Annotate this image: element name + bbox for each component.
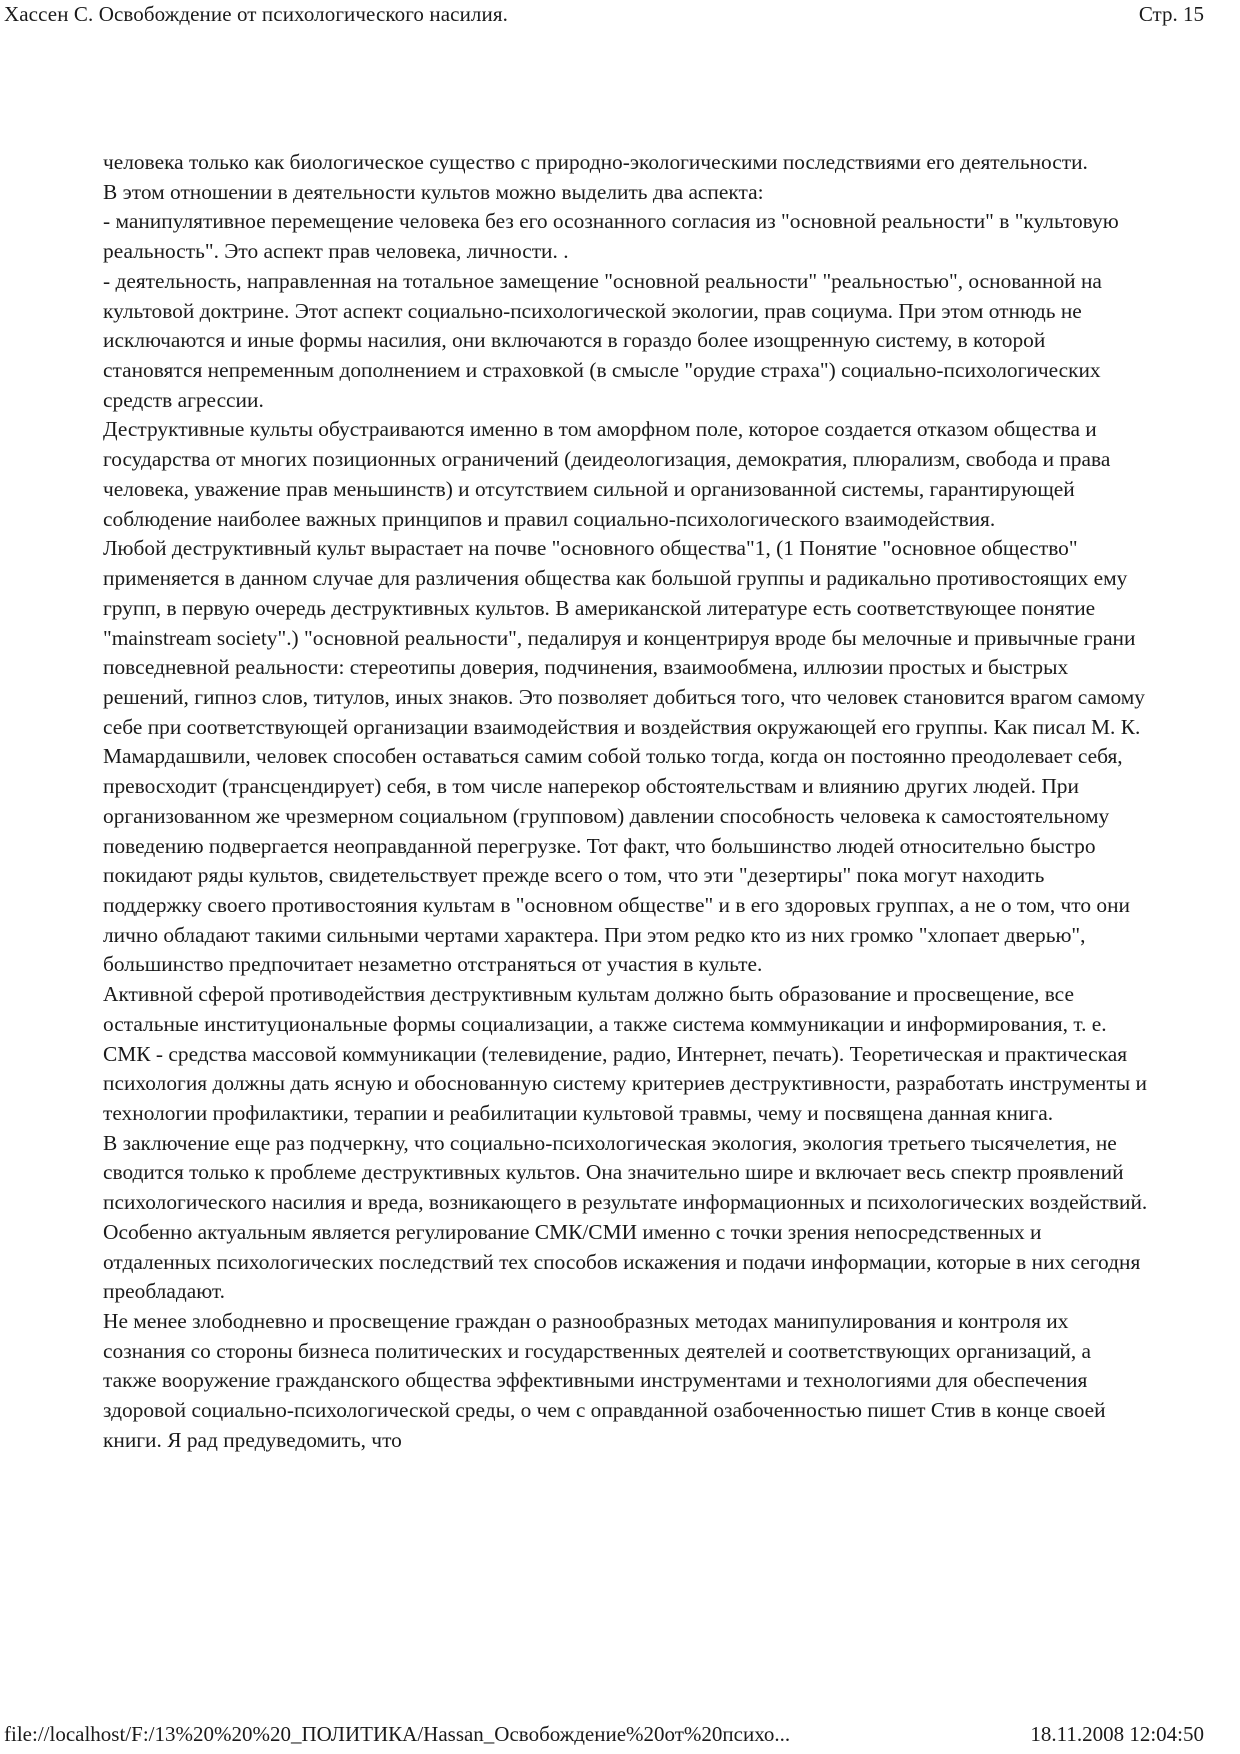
document-body bbox=[103, 148, 1148, 1456]
page-number: Стр. 15 bbox=[1138, 2, 1204, 26]
document-title: Хассен С. Освобождение от психологического насилия. bbox=[4, 2, 508, 26]
paragraph-4: - деятельность, направленная на тотальное замещение "основной реальности" "реальностью", основанной на культовой доктрине. Этот аспект социально-психологической экологии, прав социума. При этом отнюдь не исключаются и иные формы насилия, они включаются в гораздо более изощренную систему, в которой становятся непременным дополнением и страховкой (в смысле "орудие страха") социально-психологических средств агрессии. bbox=[103, 268, 1102, 412]
page-footer bbox=[0, 1722, 1240, 1754]
paragraph-6: Любой деструктивный культ вырастает на почве "основного общества"1, (1 Понятие "основное общество" применяется в данном случае для различения общества как большой группы и радикально противостоящих ему групп, в первую очередь деструктивных культов. В американской литературе есть соответствующее понятие "mainstream society".) "основной реальности", педалируя и концентрируя вроде бы мелочные и привычные грани повседневной реальности: стереотипы доверия, подчинения, взаимообмена, иллюзии простых и быстрых решений, гипноз слов, титулов, иных знаков. Это позволяет добиться того, что человек становится врагом самому себе при соответствующей организации взаимодействия и воздействия окружающей его группы. Как писал М. К. Мамардашвили, человек способен оставаться самим собой только тогда, когда он постоянно преодолевает себя, превосходит (трансцендирует) себя, в том числе наперекор обстоятельствам и влиянию других людей. При организованном же чрезмерном социальном (групповом) давлении способность человека к самостоятельному поведению подвергается неоправданной перегрузке. Тот факт, что большинство людей относительно быстро покидают ряды культов, свидетельствует прежде всего о том, что эти "дезертиры" пока могут находить поддержку своего противостояния культам в "основном обществе" и в его здоровых группах, а не о том, что они лично обладают такими сильными чертами характера. При этом редко кто из них громко "хлопает дверью", большинство предпочитает незаметно отстраняться от участия в культе. bbox=[103, 536, 1145, 977]
paragraph-1: человека только как биологическое существо с природно-экологическими последствиями его деятельности. bbox=[103, 150, 1088, 174]
paragraph-3: - манипулятивное перемещение человека без его осознанного согласия из "основной реальности" в "культовую реальность". Это аспект прав человека, личности. . bbox=[103, 209, 1119, 264]
paragraph-2: В этом отношении в деятельности культов можно выделить два аспекта: bbox=[103, 179, 764, 204]
paragraph-7: Активной сферой противодействия деструктивным культам должно быть образование и просвещение, все остальные институциональные формы социализации, а также система коммуникации и информирования, т. е. СМК - средства массовой коммуникации (телевидение, радио, Интернет, печать). Теоретическая и практическая психология должны дать ясную и обоснованную систему критериев деструктивности, разработать инструменты и технологии профилактики, терапии и реабилитации культовой травмы, чему и посвящена данная книга. bbox=[103, 982, 1147, 1125]
source-url: file://localhost/F:/13%20%20%20_ПОЛИТИКА/Hassan_Освобождение%20от%20психо... bbox=[4, 1722, 791, 1746]
print-timestamp: 18.11.2008 12:04:50 bbox=[1030, 1722, 1204, 1746]
paragraph-5: Деструктивные культы обустраиваются именно в том аморфном поле, которое создается отказом общества и государства от многих позиционных ограничений (деидеологизация, демократия, плюрализм, свобода и права человека, уважение прав меньшинств) и отсутствием сильной и организованной системы, гарантирующей соблюдение наиболее важных принципов и правил социально-психологического взаимодействия. bbox=[103, 417, 1111, 531]
page-header bbox=[0, 0, 1240, 40]
paragraph-8: В заключение еще раз подчеркну, что социально-психологическая экология, экология третьего тысячелетия, не сводится только к проблеме деструктивных культов. Она значительно шире и включает весь спектр проявлений психологического насилия и вреда, возникающего в результате информационных и психологических воздействий. Особенно актуальным является регулирование СМК/СМИ именно с точки зрения непосредственных и отдаленных психологических последствий тех способов искажения и подачи информации, которые в них сегодня преобладают. bbox=[103, 1130, 1148, 1304]
paragraph-9: Не менее злободневно и просвещение граждан о разнообразных методах манипулирования и контроля их сознания со стороны бизнеса политических и государственных деятелей и соответствующих организаций, а также вооружение гражданского общества эффективными инструментами и технологиями для обеспечения здоровой социально-психологической среды, о чем с оправданной озабоченностью пишет Стив в конце своей книги. Я рад предуведомить, что bbox=[103, 1309, 1106, 1452]
